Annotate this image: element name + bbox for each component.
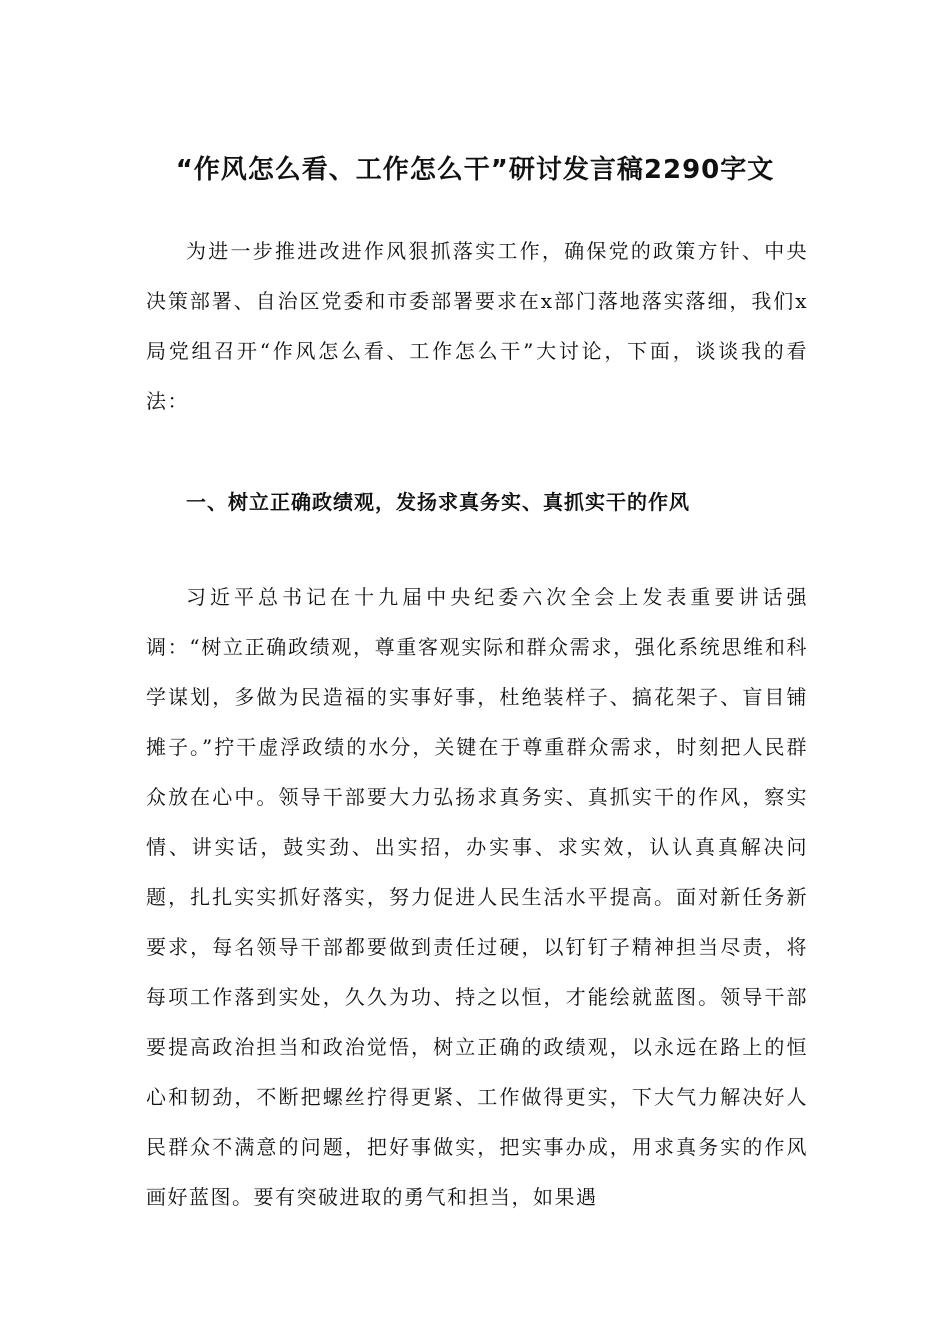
- document-title: “作风怎么看、工作怎么干”研讨发言稿2290字文: [175, 155, 775, 186]
- intro-paragraph: 为进一步推进改进作风狠抓落实工作，确保党的政策方针、中央决策部署、自治区党委和市委部署要求在x部门落地落实落细，我们x局党组召开“作风怎么看、工作怎么干”大讨论，下面，谈谈我的看法：: [146, 239, 808, 413]
- section-body-paragraph: 习近平总书记在十九届中央纪委六次全会上发表重要讲话强调：“树立正确政绩观，尊重客观实际和群众需求，强化系统思维和科学谋划，多做为民造福的实事好事，杜绝装样子、搞花架子、盲目铺摊子。”拧干虚浮政绩的水分，关键在于尊重群众需求，时刻把人民群众放在心中。领导干部要大力弘扬求真务实、真抓实干的作风，察实情、讲实话，鼓实劲、出实招，办实事、求实效，认认真真解决问题，扎扎实实抓好落实，努力促进人民生活水平提高。面对新任务新要求，每名领导干部都要做到责任过硬，以钉钉子精神担当尽责，将每项工作落到实处，久久为功、持之以恒，才能绘就蓝图。领导干部要提高政治担当和政治觉悟，树立正确的政绩观，以永远在路上的恒心和韧劲，不断把螺丝拧得更紧、工作做得更实，下大气力解决好人民群众不满意的问题，把好事做实，把实事办成，用求真务实的作风画好蓝图。要有突破进取的勇气和担当，如果遇: [146, 585, 808, 1209]
- section-heading: 一、树立正确政绩观，发扬求真务实、真抓实干的作风: [186, 490, 690, 514]
